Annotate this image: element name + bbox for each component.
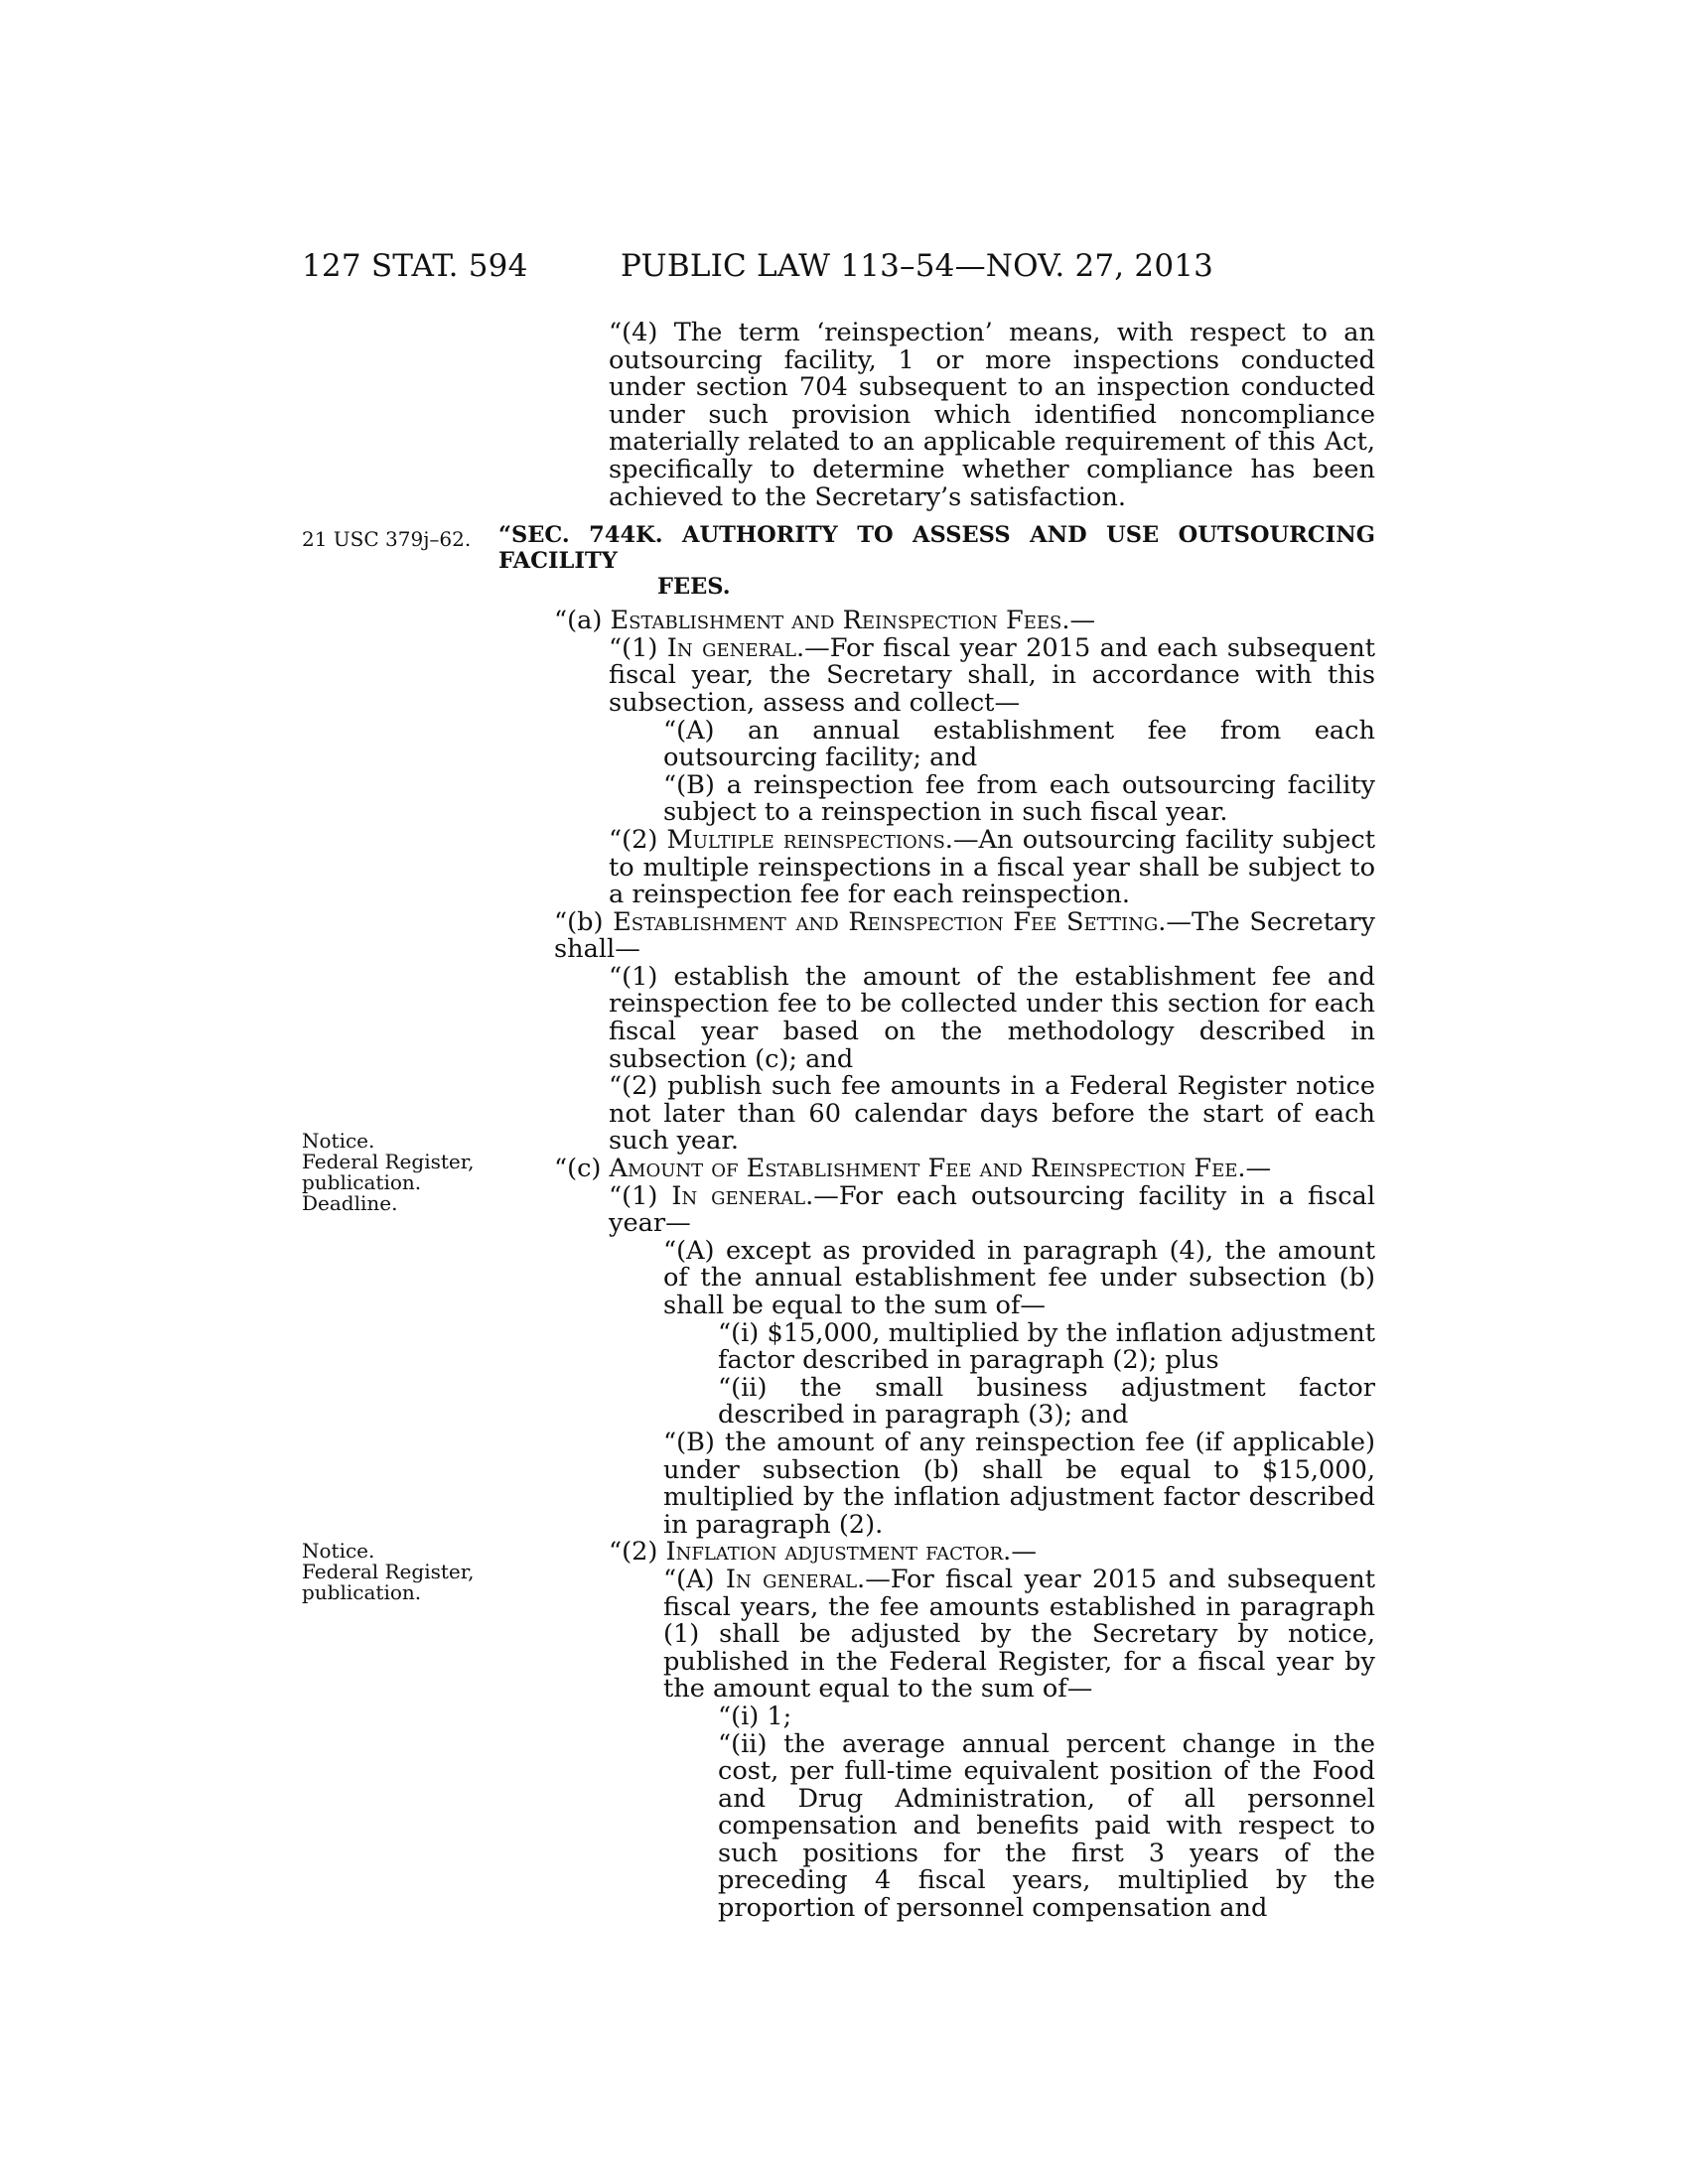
margin-note-usc: 21 USC 379j–62. — [302, 527, 472, 551]
margin-note-line: publication. — [302, 1580, 422, 1604]
subparagraph-a1B: “(B) a reinspection fee from each outsourcing facility subject to a reinspection in such fiscal year. — [663, 769, 1375, 828]
paragraph-c2-number: “(2) — [609, 1537, 666, 1568]
subsection-a-heading: Establishment and Reinspection Fees. — [610, 606, 1070, 636]
margin-note-line: Notice. — [302, 1129, 375, 1153]
paragraph-a2 — [498, 824, 1375, 910]
subsection-a — [498, 608, 1375, 635]
paragraph-a1-heading: In general. — [666, 632, 805, 663]
paragraph-c2-heading: Inflation adjustment factor. — [665, 1537, 1012, 1568]
statute-body — [498, 320, 1375, 1923]
law-citation-header: PUBLIC LAW 113–54—NOV. 27, 2013 — [621, 248, 1214, 284]
section-heading-line-2: FEES. — [657, 574, 731, 601]
subsection-c-heading: Amount of Establishment Fee and Reinspection Fee. — [609, 1154, 1246, 1184]
subsection-b-number: “(b) — [554, 906, 614, 937]
paragraph-c1-number: “(1) — [609, 1180, 672, 1211]
stat-page-number: 127 STAT. 594 — [302, 248, 528, 284]
subsection-c-dash: — — [1245, 1154, 1272, 1184]
subparagraph-c1A: “(A) except as provided in paragraph (4), the amount of the annual establishment fee under subsection (b) shall be equal to the sum of— — [663, 1235, 1375, 1320]
subparagraph-c2A-heading: In general. — [725, 1564, 866, 1594]
subsection-b-text: —The Secretary shall— — [554, 906, 1375, 965]
section-heading — [498, 522, 1375, 600]
clause-c1Ai: “(i) $15,000, multiplied by the inflation adjustment factor described in paragraph (2); plus — [718, 1317, 1375, 1376]
paragraph-a1-number: “(1) — [609, 632, 667, 663]
subsection-a-dash: — — [1069, 606, 1096, 636]
clause-c1Aii: “(ii) the small business adjustment factor described in paragraph (3); and — [718, 1372, 1375, 1431]
subsection-c — [498, 1156, 1375, 1183]
subparagraph-c1B: “(B) the amount of any reinspection fee (if applicable) under subsection (b) shall be equal to $15,000, multiplied by the inflation adjustment factor described in paragraph (2). — [663, 1427, 1375, 1540]
paragraph-a2-heading: Multiple reinspections. — [666, 824, 953, 855]
clause-c2Ai: “(i) 1; — [718, 1701, 792, 1731]
paragraph-c1-text: —For each outsourcing facility in a fiscal year— — [609, 1180, 1376, 1239]
paragraph-b1: “(1) establish the amount of the establishment fee and reinspection fee to be collected under this section for each fiscal year based on the methodology described in subsection (c); and — [609, 961, 1375, 1074]
subparagraph-c2A-number: “(A) — [663, 1564, 726, 1594]
subsection-b-heading: Establishment and Reinspection Fee Setting. — [613, 906, 1167, 937]
paragraph-b2: “(2) publish such fee amounts in a Federal Register notice not later than 60 calendar days before the start of each such year. — [609, 1071, 1375, 1157]
paragraph-a1-text: —For fiscal year 2015 and each subsequent fiscal year, the Secretary shall, in accordance with this subsection, assess and collect— — [609, 632, 1375, 718]
paragraph-c1-heading: In general. — [671, 1180, 814, 1211]
paragraph-c2-dash: — — [1011, 1537, 1037, 1568]
paragraph-c1 — [498, 1180, 1376, 1239]
subsection-a-number: “(a) — [554, 606, 611, 636]
margin-note-line: publication. — [302, 1170, 422, 1194]
clause-c2Aii: “(ii) the average annual percent change in the cost, per full-time equivalent position of the Food and Drug Administration, of all personnel compensation and benefits paid with respect to such positions for the first 3 years of the preceding 4 fiscal years, multiplied by the proportion of personnel compensation and — [718, 1728, 1375, 1924]
subsection-b — [498, 906, 1375, 965]
subparagraph-c2A-text: —For fiscal year 2015 and subsequent fiscal years, the fee amounts established in paragraph (1) shall be adjusted by the Secretary by notice, published in the Federal Register, for a fiscal year by the amount equal to the sum of— — [663, 1564, 1375, 1705]
margin-note-notice-1 — [302, 1131, 481, 1214]
paragraph-a1 — [498, 632, 1375, 718]
paragraph-a2-text: —An outsourcing facility subject to multiple reinspections in a fiscal year shall be subject to a reinspection fee for each reinspection. — [609, 824, 1375, 910]
margin-note-line: Deadline. — [302, 1191, 398, 1215]
paragraph-definition-4: “(4) The term ‘reinspection’ means, with respect to an outsourcing facility, 1 or more inspections conducted under section 704 subsequent to an inspection conducted under such provision which identified noncompliance materially related to an applicable requirement of this Act, specifically to determine whether compliance has been achieved to the Secretary’s satisfaction. — [609, 318, 1375, 512]
section-heading-line-1: “SEC. 744K. AUTHORITY TO ASSESS AND USE OUTSOURCING FACILITY — [498, 522, 1375, 575]
margin-note-line: Federal Register, — [302, 1150, 475, 1173]
subparagraph-c2A — [498, 1564, 1375, 1705]
margin-note-line: Federal Register, — [302, 1560, 475, 1583]
paragraph-c2 — [498, 1539, 1375, 1567]
margin-note-notice-2 — [302, 1541, 481, 1603]
margin-note-line: Notice. — [302, 1539, 375, 1563]
paragraph-a2-number: “(2) — [609, 824, 667, 855]
subsection-c-number: “(c) — [554, 1154, 610, 1184]
subparagraph-a1A: “(A) an annual establishment fee from each outsourcing facility; and — [663, 715, 1375, 773]
